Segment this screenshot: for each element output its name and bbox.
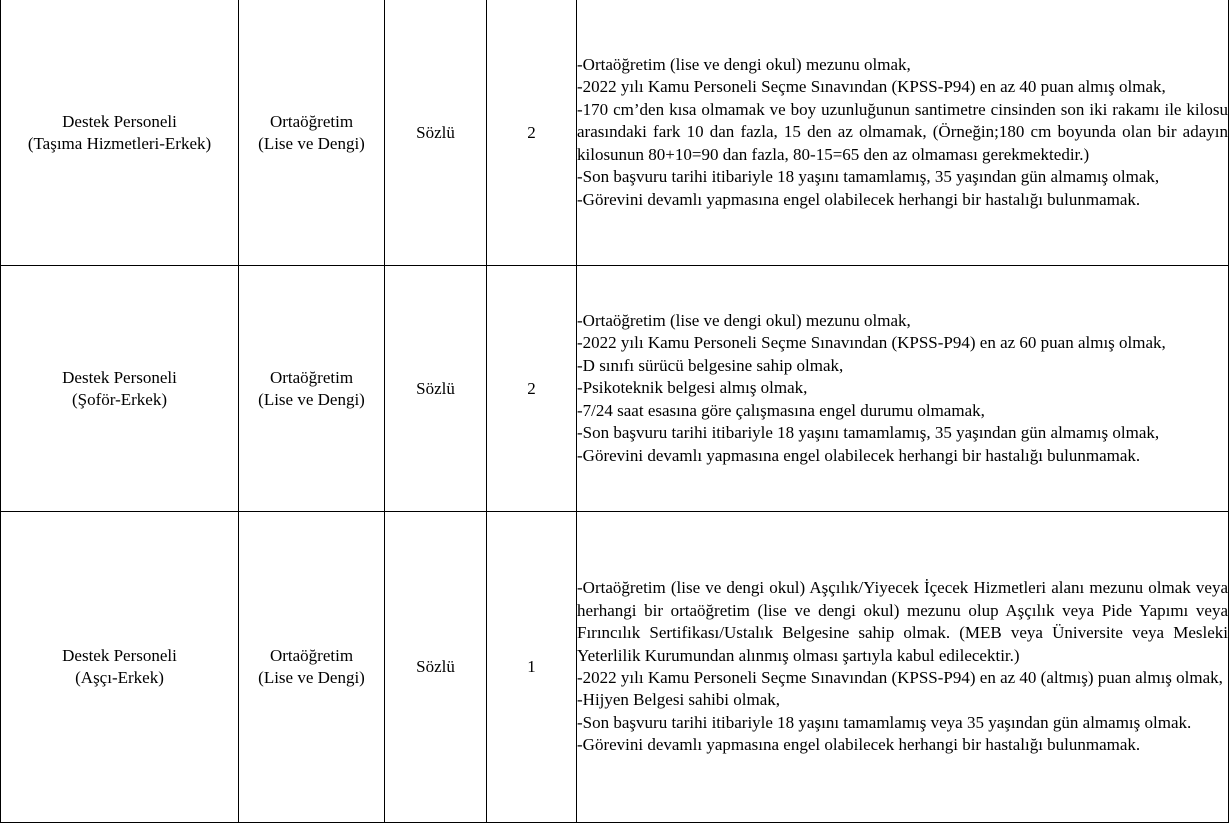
requirement-item: -Ortaöğretim (lise ve dengi okul) mezunu olmak, <box>577 55 911 75</box>
education-detail: (Lise ve Dengi) <box>258 389 365 409</box>
position-subtitle: (Aşçı-Erkek) <box>75 668 164 687</box>
exam-type-cell: Sözlü <box>385 266 487 512</box>
requirements-cell <box>577 266 1229 512</box>
position-title: Destek Personeli <box>62 111 177 131</box>
position-cell <box>1 266 239 512</box>
requirement-item: -Ortaöğretim (lise ve dengi okul) mezunu olmak, <box>577 311 911 331</box>
requirement-item: -2022 yılı Kamu Personeli Seçme Sınavından (KPSS-P94) en az 40 puan almış olmak, <box>577 77 1166 97</box>
requirement-item: -Ortaöğretim (lise ve dengi okul) Aşçılık/Yiyecek İçecek Hizmetleri alanı mezunu olmak veya herhangi bir ortaöğretim (lise ve dengi okul) mezunu olup Aşçılık veya Pide Yapımı veya Fırıncılık Sertifikası/Ustalık Belgesine sahip olmak. (MEB veya Üniversite veya Mesleki Yeterlilik Kurumundan alınmış olması şartıyla kabul edilecektir.) <box>577 578 1228 665</box>
requirement-item: -2022 yılı Kamu Personeli Seçme Sınavından (KPSS-P94) en az 60 puan almış olmak, <box>577 333 1166 353</box>
position-title: Destek Personeli <box>62 646 177 665</box>
table-row <box>1 0 1229 266</box>
requirement-item: -D sınıfı sürücü belgesine sahip olmak, <box>577 355 844 375</box>
position-subtitle: (Şoför-Erkek) <box>71 389 167 409</box>
education-detail: (Lise ve Dengi) <box>258 668 365 687</box>
table-row <box>1 266 1229 512</box>
education-detail: (Lise ve Dengi) <box>258 133 365 153</box>
requirement-item: -2022 yılı Kamu Personeli Seçme Sınavından (KPSS-P94) en az 40 (altmış) puan almış olmak, <box>577 668 1223 687</box>
requirement-item: -7/24 saat esasına göre çalışmasına engel durumu olmamak, <box>577 400 985 420</box>
requirement-item: -Görevini devamlı yapmasına engel olabilecek herhangi bir hastalığı bulunmamak. <box>577 445 1141 465</box>
education-level: Ortaöğretim <box>269 367 354 387</box>
position-count-cell: 2 <box>487 0 577 266</box>
education-level: Ortaöğretim <box>269 111 354 131</box>
exam-type-cell: Sözlü <box>385 512 487 823</box>
requirement-item: -Hijyen Belgesi sahibi olmak, <box>577 690 781 710</box>
position-title: Destek Personeli <box>62 367 177 387</box>
exam-type-cell: Sözlü <box>385 0 487 266</box>
requirement-item: -Son başvuru tarihi itibariyle 18 yaşını tamamlamış, 35 yaşından gün almamış olmak, <box>577 167 1160 187</box>
position-cell <box>1 512 239 823</box>
requirements-cell <box>577 512 1229 823</box>
requirement-item: -Son başvuru tarihi itibariyle 18 yaşını tamamlamış, 35 yaşından gün almamış olmak, <box>577 423 1160 443</box>
education-cell <box>239 266 385 512</box>
table-row <box>1 512 1229 823</box>
position-count-cell: 1 <box>487 512 577 823</box>
requirement-item: -Görevini devamlı yapmasına engel olabilecek herhangi bir hastalığı bulunmamak. <box>577 189 1141 209</box>
requirement-item: -Görevini devamlı yapmasına engel olabilecek herhangi bir hastalığı bulunmamak. <box>577 735 1141 755</box>
education-cell <box>239 512 385 823</box>
requirement-item: -Psikoteknik belgesi almış olmak, <box>577 378 808 398</box>
position-subtitle: (Taşıma Hizmetleri-Erkek) <box>27 133 212 153</box>
position-cell <box>1 0 239 266</box>
requirement-item: -Son başvuru tarihi itibariyle 18 yaşını tamamlamış veya 35 yaşından gün almamış olmak. <box>577 712 1192 732</box>
position-count-cell: 2 <box>487 266 577 512</box>
education-level: Ortaöğretim <box>269 646 354 665</box>
requirement-item: -170 cm’den kısa olmamak ve boy uzunluğunun santimetre cinsinden son iki rakamı ile kilosu arasındaki fark 10 dan fazla, 15 den az olmamak, (Örneğin;180 cm boyunda olan bir adayın kilosunun 80+10=90 dan fazla, 80-15=65 den az olmaması gerekmektedir.) <box>577 99 1228 164</box>
requirements-cell <box>577 0 1229 266</box>
education-cell <box>239 0 385 266</box>
